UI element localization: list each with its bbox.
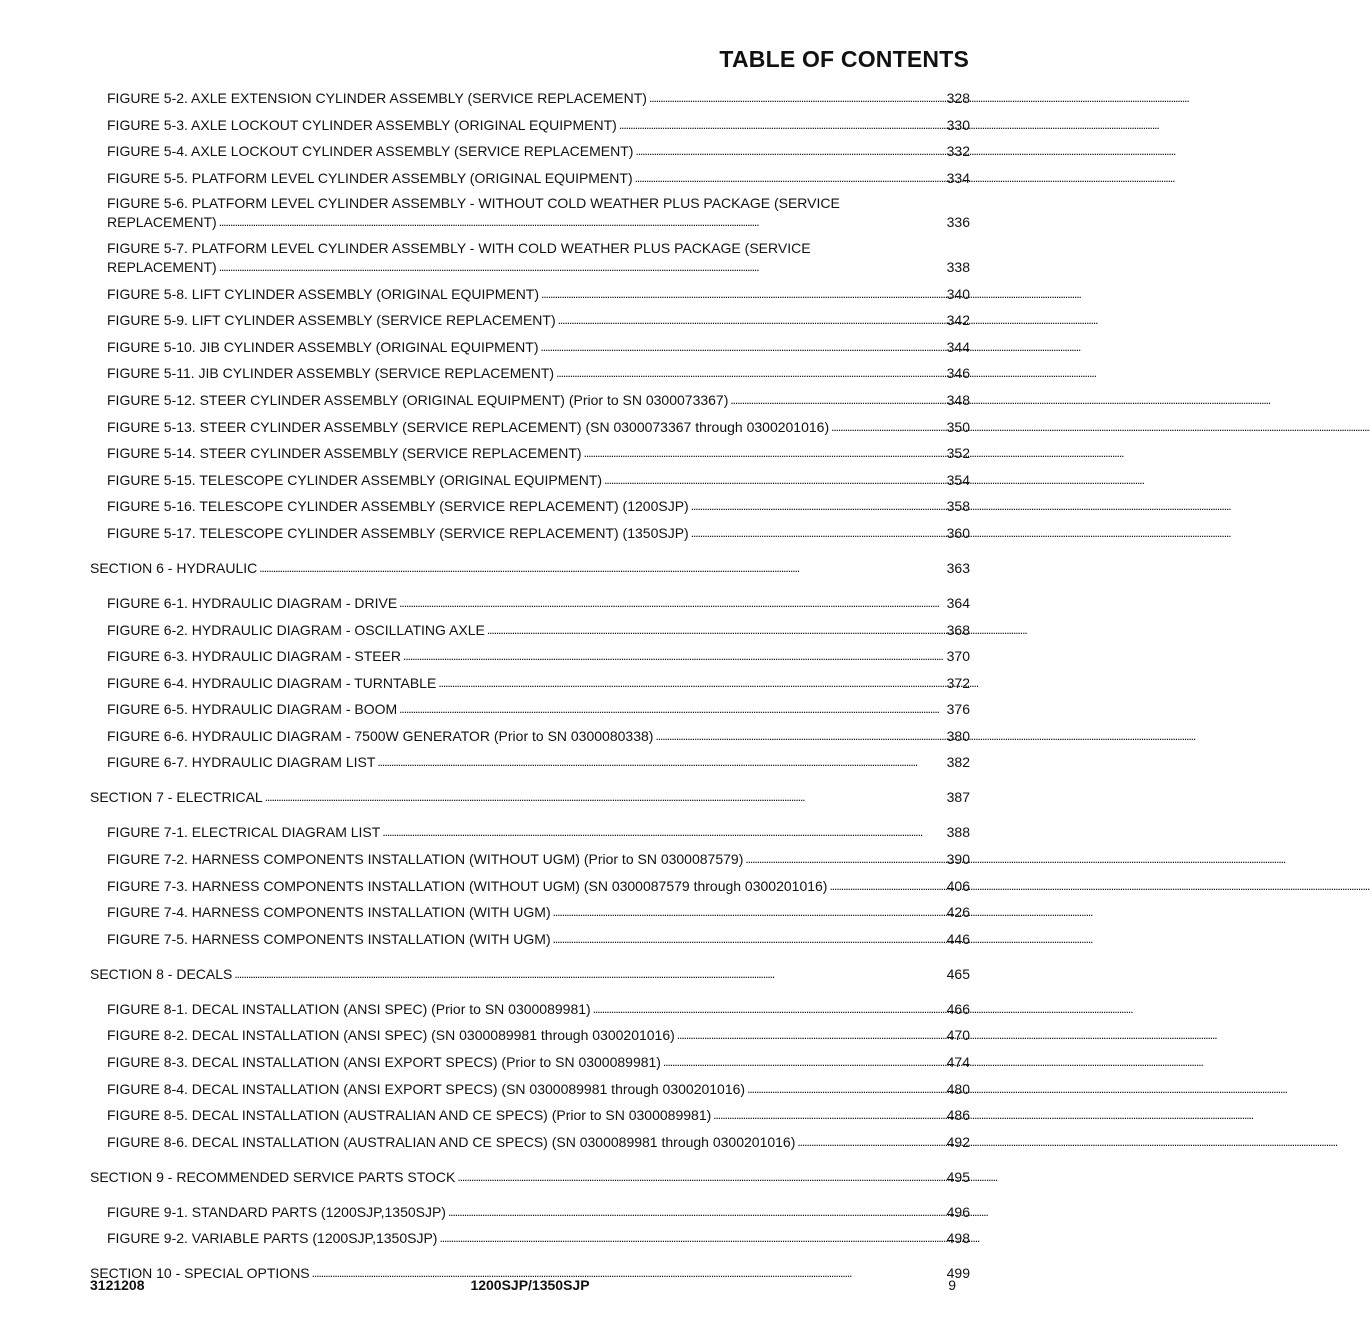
dot-leader [399, 593, 940, 612]
toc-page-number: 382 [946, 754, 970, 771]
dot-leader [730, 390, 940, 409]
toc-entry-label: FIGURE 5-13. STEER CYLINDER ASSEMBLY (SERVICE REPLACEMENT) (SN 0300073367 through 0300201016) [107, 418, 830, 435]
toc-entry-label: FIGURE 5-10. JIB CYLINDER ASSEMBLY (ORIGINAL EQUIPMENT) [107, 338, 539, 355]
toc-page-number: 474 [946, 1054, 970, 1071]
toc-page-number: 470 [946, 1027, 970, 1044]
toc-section-entry[interactable] [90, 558, 970, 577]
toc-entry-label: FIGURE 6-3. HYDRAULIC DIAGRAM - STEER [107, 648, 402, 665]
toc-figure-entry[interactable] [107, 523, 970, 542]
toc-entry-label: FIGURE 6-5. HYDRAULIC DIAGRAM - BOOM [107, 701, 398, 718]
toc-figure-entry[interactable] [107, 194, 970, 231]
toc-entry-label: FIGURE 6-4. HYDRAULIC DIAGRAM - TURNTABLE [107, 674, 437, 691]
dot-leader [541, 284, 940, 303]
dot-leader [219, 212, 940, 231]
dot-leader [265, 787, 940, 806]
toc-entry-label: FIGURE 5-7. PLATFORM LEVEL CYLINDER ASSEMBLY - WITH COLD WEATHER PLUS PACKAGE (SERVICE [107, 239, 811, 256]
toc-page-number: 466 [946, 1000, 970, 1017]
dot-leader [745, 849, 940, 868]
dot-leader [556, 363, 940, 382]
toc-figure-entry[interactable] [107, 363, 970, 382]
dot-leader [663, 1052, 940, 1071]
dot-leader [457, 1167, 940, 1186]
toc-entry-label: FIGURE 6-2. HYDRAULIC DIAGRAM - OSCILLATING AXLE [107, 621, 485, 638]
toc-figure-entry[interactable] [107, 1202, 970, 1221]
toc-page-number: 352 [946, 445, 970, 462]
dot-leader [399, 699, 940, 718]
toc-page-number: 499 [946, 1265, 970, 1282]
toc-page-number: 465 [946, 965, 970, 982]
toc-entry-label: FIGURE 5-12. STEER CYLINDER ASSEMBLY (ORIGINAL EQUIPMENT) (Prior to SN 0300073367) [107, 391, 729, 408]
toc-entry-label: FIGURE 8-2. DECAL INSTALLATION (ANSI SPEC) (SN 0300089981 through 0300201016) [107, 1027, 675, 1044]
toc-figure-entry[interactable] [107, 1132, 970, 1151]
toc-figure-entry[interactable] [107, 168, 970, 187]
dot-leader [219, 257, 940, 276]
dot-leader [553, 929, 940, 948]
dot-leader [234, 964, 940, 983]
toc-page-number: 364 [946, 594, 970, 611]
dot-leader [541, 337, 940, 356]
toc-entry-label: FIGURE 5-17. TELESCOPE CYLINDER ASSEMBLY (SERVICE REPLACEMENT) (1350SJP) [107, 524, 689, 541]
toc-page-number: 334 [946, 169, 970, 186]
toc-entry-label: SECTION 10 - SPECIAL OPTIONS [90, 1265, 310, 1282]
toc-figure-entry[interactable] [107, 726, 970, 745]
toc-page-number: 346 [946, 365, 970, 382]
document-number: 3121208 [90, 1277, 145, 1293]
toc-page-number: 340 [946, 285, 970, 302]
toc-section-entry[interactable] [90, 1167, 970, 1186]
page-number: 9 [948, 1277, 956, 1293]
toc-page-number: 495 [946, 1168, 970, 1185]
toc-section-entry[interactable] [90, 964, 970, 983]
toc-entry-label: FIGURE 8-1. DECAL INSTALLATION (ANSI SPEC) (Prior to SN 0300089981) [107, 1000, 591, 1017]
toc-page-number: 368 [946, 621, 970, 638]
toc-entry-label: FIGURE 5-3. AXLE LOCKOUT CYLINDER ASSEMBLY (ORIGINAL EQUIPMENT) [107, 116, 617, 133]
toc-entry-label: FIGURE 7-4. HARNESS COMPONENTS INSTALLATION (WITH UGM) [107, 904, 551, 921]
toc-entry-label: SECTION 9 - RECOMMENDED SERVICE PARTS STOCK [90, 1168, 456, 1185]
toc-page-number: 492 [946, 1133, 970, 1150]
toc-figure-entry[interactable] [107, 239, 970, 276]
dot-leader [403, 646, 940, 665]
dot-leader [747, 1079, 940, 1098]
dot-leader [259, 558, 940, 577]
toc-figure-entry[interactable] [107, 752, 970, 771]
toc-page-number: 358 [946, 498, 970, 515]
toc-entry-label: FIGURE 5-14. STEER CYLINDER ASSEMBLY (SERVICE REPLACEMENT) [107, 445, 582, 462]
toc-entry-label: FIGURE 6-1. HYDRAULIC DIAGRAM - DRIVE [107, 594, 398, 611]
dot-leader [829, 876, 940, 895]
toc-figure-entry[interactable] [107, 929, 970, 948]
toc-page-number: 387 [946, 789, 970, 806]
toc-entry-label: FIGURE 7-1. ELECTRICAL DIAGRAM LIST [107, 824, 381, 841]
dot-leader [619, 115, 940, 134]
toc-page-number: 330 [946, 116, 970, 133]
toc-entry-label: FIGURE 5-16. TELESCOPE CYLINDER ASSEMBLY (SERVICE REPLACEMENT) (1200SJP) [107, 498, 689, 515]
toc-section-entry[interactable] [90, 787, 970, 806]
toc-page-number: 390 [946, 851, 970, 868]
toc-page-number: 370 [946, 648, 970, 665]
toc-figure-entry[interactable] [107, 337, 970, 356]
toc-page-number: 350 [946, 418, 970, 435]
toc-entry-label: FIGURE 5-5. PLATFORM LEVEL CYLINDER ASSEMBLY (ORIGINAL EQUIPMENT) [107, 169, 633, 186]
toc-figure-entry[interactable] [107, 310, 970, 329]
toc-page-number: 406 [946, 877, 970, 894]
dot-leader [553, 902, 940, 921]
toc-entry-label: FIGURE 8-3. DECAL INSTALLATION (ANSI EXPORT SPECS) (Prior to SN 0300089981) [107, 1054, 661, 1071]
toc-entry-label: SECTION 8 - DECALS [90, 965, 233, 982]
toc-figure-entry[interactable] [107, 1105, 970, 1124]
toc-entry-label: FIGURE 7-2. HARNESS COMPONENTS INSTALLATION (WITHOUT UGM) (Prior to SN 0300087579) [107, 851, 744, 868]
toc-figure-entry[interactable] [107, 876, 970, 895]
toc-entry-label: FIGURE 9-1. STANDARD PARTS (1200SJP,1350SJP) [107, 1203, 446, 1220]
dot-leader [487, 620, 940, 639]
toc-page-number: 348 [946, 391, 970, 408]
dot-leader [655, 726, 940, 745]
dot-leader [797, 1132, 940, 1151]
dot-leader [635, 141, 940, 160]
toc-page-number: 338 [946, 258, 970, 275]
toc-entry-label-continued: REPLACEMENT) [107, 214, 217, 231]
toc-figure-entry[interactable] [107, 88, 970, 107]
toc-figure-entry[interactable] [107, 646, 970, 665]
toc-entry-label: FIGURE 8-5. DECAL INSTALLATION (AUSTRALIAN AND CE SPECS) (Prior to SN 0300089981) [107, 1107, 712, 1124]
toc-page-number: 376 [946, 701, 970, 718]
toc-figure-entry[interactable] [107, 417, 970, 436]
toc-figure-entry[interactable] [107, 115, 970, 134]
toc-page-number: 344 [946, 338, 970, 355]
toc-figure-entry[interactable] [107, 443, 970, 462]
toc-figure-entry[interactable] [107, 999, 970, 1018]
toc-figure-entry[interactable] [107, 390, 970, 409]
toc-entry-label: SECTION 6 - HYDRAULIC [90, 559, 258, 576]
toc-figure-entry[interactable] [107, 822, 970, 841]
toc-list [90, 88, 970, 1282]
toc-entry-label: FIGURE 5-11. JIB CYLINDER ASSEMBLY (SERVICE REPLACEMENT) [107, 365, 555, 382]
toc-figure-entry[interactable] [107, 1228, 970, 1247]
toc-page-number: 360 [946, 524, 970, 541]
dot-leader [691, 523, 940, 542]
toc-page-number: 480 [946, 1080, 970, 1097]
toc-entry-label: FIGURE 7-5. HARNESS COMPONENTS INSTALLATION (WITH UGM) [107, 930, 551, 947]
toc-entry-label: SECTION 7 - ELECTRICAL [90, 789, 263, 806]
toc-page-number: 328 [946, 90, 970, 106]
toc-entry-label: FIGURE 6-7. HYDRAULIC DIAGRAM LIST [107, 754, 376, 771]
toc-entry-label: FIGURE 8-4. DECAL INSTALLATION (ANSI EXPORT SPECS) (SN 0300089981 through 0300201016) [107, 1080, 746, 1097]
toc-figure-entry[interactable] [107, 141, 970, 160]
toc-entry-label: FIGURE 6-6. HYDRAULIC DIAGRAM - 7500W GENERATOR (Prior to SN 0300080338) [107, 727, 654, 744]
toc-page-number: 388 [946, 824, 970, 841]
toc-page-number: 446 [946, 930, 970, 947]
toc-entry-label: FIGURE 5-2. AXLE EXTENSION CYLINDER ASSEMBLY (SERVICE REPLACEMENT) [107, 90, 647, 106]
toc-figure-entry[interactable] [107, 284, 970, 303]
toc-page-number: 498 [946, 1230, 970, 1247]
toc-page-number: 336 [946, 214, 970, 231]
toc-entry-label: FIGURE 5-8. LIFT CYLINDER ASSEMBLY (ORIGINAL EQUIPMENT) [107, 285, 540, 302]
model-name: 1200SJP/1350SJP [470, 1277, 590, 1293]
toc-entry-label: FIGURE 5-9. LIFT CYLINDER ASSEMBLY (SERVICE REPLACEMENT) [107, 312, 556, 329]
page-title: TABLE OF CONTENTS [719, 46, 969, 72]
toc-figure-entry[interactable] [107, 849, 970, 868]
toc-page-number: 426 [946, 904, 970, 921]
toc-figure-entry[interactable] [107, 593, 970, 612]
dot-leader [382, 822, 940, 841]
dot-leader [448, 1202, 940, 1221]
dot-leader [691, 496, 940, 515]
toc-page-number: 363 [946, 559, 970, 576]
toc-entry-label: FIGURE 7-3. HARNESS COMPONENTS INSTALLATION (WITHOUT UGM) (SN 0300087579 through 0300201016) [107, 877, 828, 894]
toc-entry-label: FIGURE 9-2. VARIABLE PARTS (1200SJP,1350SJP) [107, 1230, 438, 1247]
dot-leader [713, 1105, 940, 1124]
dot-leader [635, 168, 940, 187]
toc-entry-label-continued: REPLACEMENT) [107, 258, 217, 275]
toc-figure-entry[interactable] [107, 902, 970, 921]
toc-page-number: 496 [946, 1203, 970, 1220]
toc-figure-entry[interactable] [107, 673, 970, 692]
dot-leader [604, 470, 940, 489]
toc-page-number: 380 [946, 727, 970, 744]
toc-figure-entry[interactable] [107, 496, 970, 515]
dot-leader [677, 1025, 940, 1044]
dot-leader [558, 310, 940, 329]
toc-figure-entry[interactable] [107, 699, 970, 718]
toc-figure-entry[interactable] [107, 470, 970, 489]
toc-figure-entry[interactable] [107, 1079, 970, 1098]
toc-figure-entry[interactable] [107, 1052, 970, 1071]
toc-figure-entry[interactable] [107, 1025, 970, 1044]
dot-leader [593, 999, 940, 1018]
toc-page-number: 372 [946, 674, 970, 691]
dot-leader [649, 88, 940, 107]
dot-leader [584, 443, 940, 462]
toc-entry-label: FIGURE 5-6. PLATFORM LEVEL CYLINDER ASSEMBLY - WITHOUT COLD WEATHER PLUS PACKAGE (SERVICE [107, 195, 840, 212]
toc-page-number: 332 [946, 143, 970, 160]
toc-entry-label: FIGURE 5-15. TELESCOPE CYLINDER ASSEMBLY (ORIGINAL EQUIPMENT) [107, 471, 603, 488]
dot-leader [439, 1228, 940, 1247]
dot-leader [377, 752, 940, 771]
toc-page-number: 342 [946, 312, 970, 329]
toc-entry-label: FIGURE 8-6. DECAL INSTALLATION (AUSTRALIAN AND CE SPECS) (SN 0300089981 through 0300201016) [107, 1133, 796, 1150]
toc-figure-entry[interactable] [107, 620, 970, 639]
toc-page-number: 354 [946, 471, 970, 488]
toc-entry-label: FIGURE 5-4. AXLE LOCKOUT CYLINDER ASSEMBLY (SERVICE REPLACEMENT) [107, 143, 634, 160]
toc-page-number: 486 [946, 1107, 970, 1124]
dot-leader [438, 673, 940, 692]
dot-leader [831, 417, 940, 436]
